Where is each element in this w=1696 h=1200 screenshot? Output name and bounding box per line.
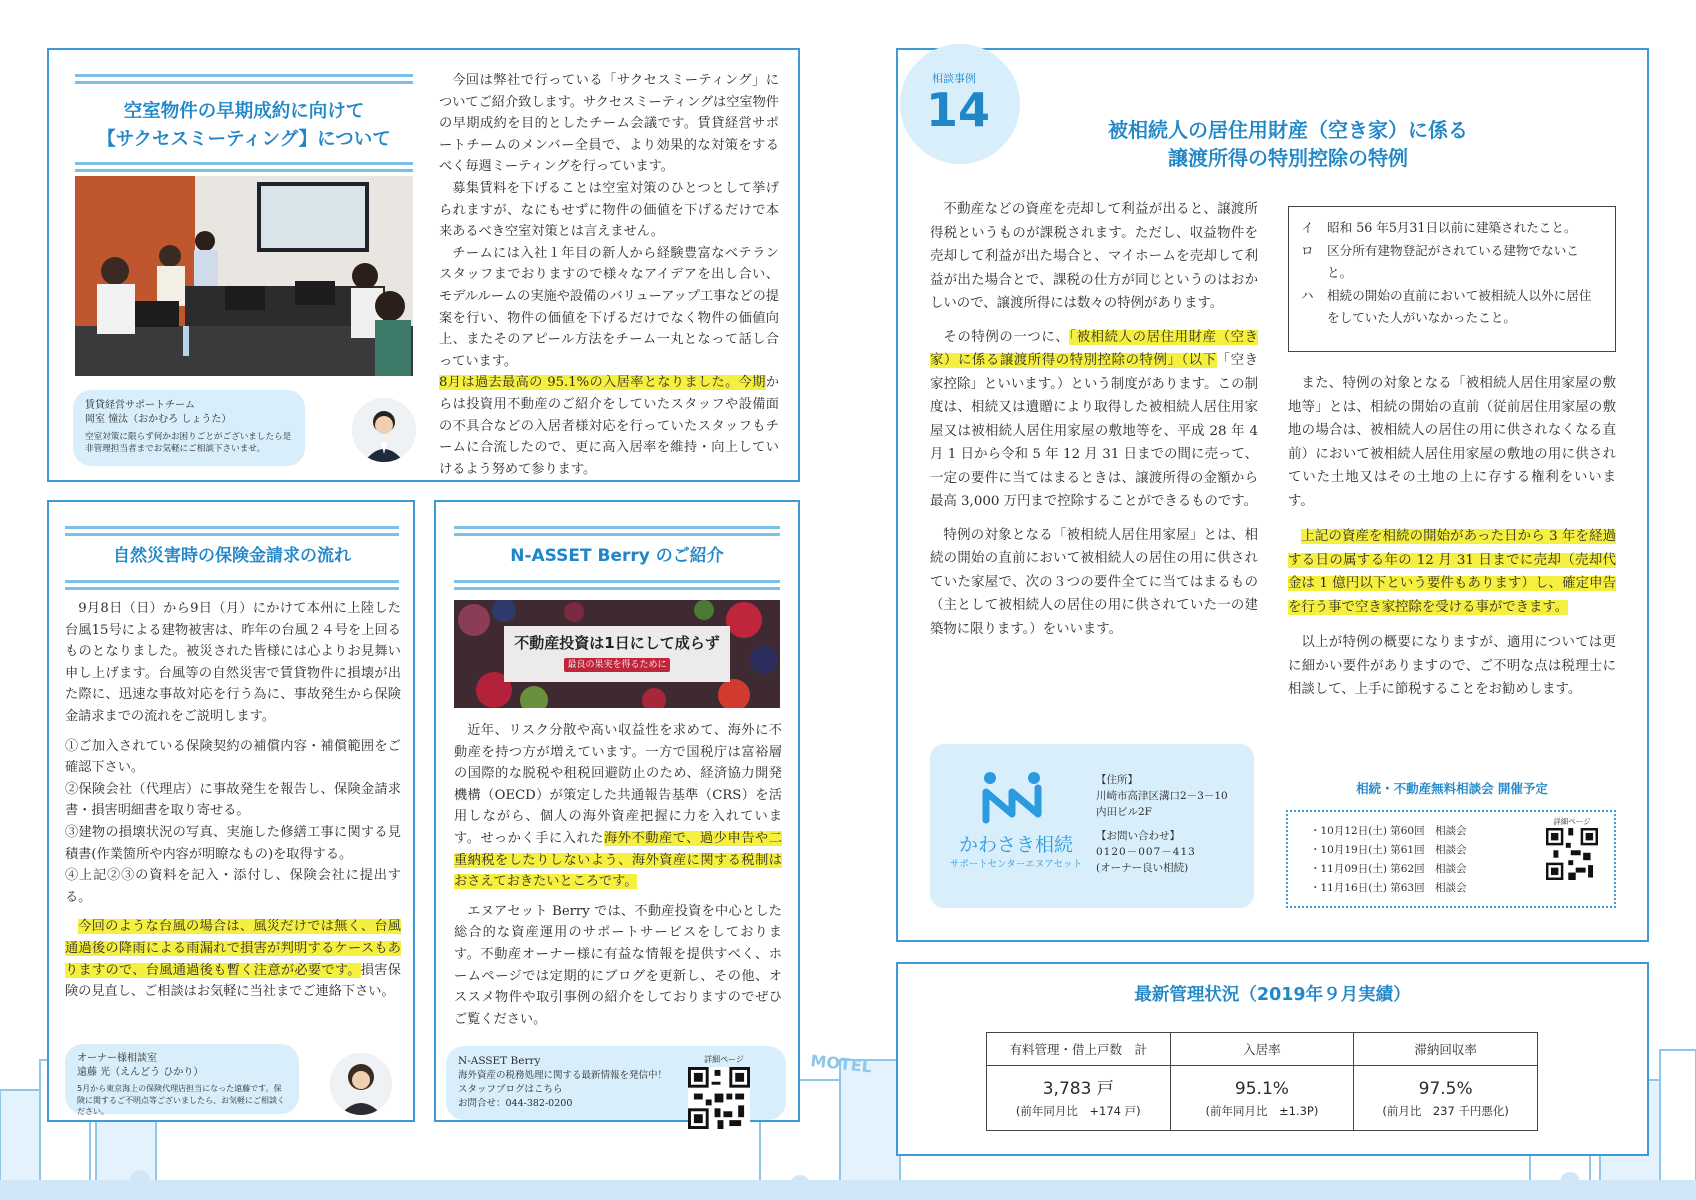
address-line-2: 内田ビル2F: [1096, 806, 1152, 818]
requirement-text: 昭和 56 年5月31日以前に建築されたこと。: [1327, 220, 1577, 235]
staff-avatar: [327, 1050, 395, 1118]
kawasaki-contact-card: [930, 744, 1254, 908]
requirement-text: 相続の開始の直前において被相続人以外に居住をしていた人がいなかったこと。: [1327, 287, 1592, 325]
success-title-line1: 空室物件の早期成約に向けて: [123, 101, 365, 122]
consult-left-column: [930, 198, 1258, 641]
title-rule-top: [65, 526, 399, 536]
address-line-1: 川崎市高津区溝口2－3－10: [1096, 790, 1228, 802]
consult-paragraph-4: また、特例の対象となる「被相続人居住用家屋の敷地等」とは、相続の開始の直前（従前居住用家屋の敷地の場合は、被相続人の居住の用に供されなくなる直前）において被相続人居住用家屋の敷地の用に供されていた土地又はその土地の上に存する権利をいいます。: [1288, 376, 1616, 509]
success-staff-profile: [73, 390, 305, 466]
requirement-i: [1301, 217, 1603, 240]
status-value-units: 3,783 戸: [1042, 1079, 1114, 1099]
status-sub-collection: (前月比 237 千円悪化): [1382, 1104, 1509, 1118]
status-sub-units: (前年同月比 +174 戸): [1015, 1104, 1141, 1118]
disaster-tail: 損害保険の見直し、ご相談はお気軽に当社までご連絡下さい。: [65, 962, 401, 1000]
requirement-text: 区分所有建物登記がされている建物でないこと。: [1327, 242, 1579, 280]
disaster-step-3: ③建物の損壊状況の写真、実施した修繕工事に関する見積書(作業箇所や内容が明瞭なもの)を取得する。: [65, 824, 401, 862]
status-cell-collection: [1354, 1066, 1538, 1131]
schedule-item-4: ・11月16日(土) 第63回 相談会: [1310, 882, 1467, 894]
success-paragraph-4: [439, 372, 779, 480]
requirement-key: イ: [1301, 220, 1314, 235]
kawasaki-logo-icon: [978, 770, 1046, 826]
title-rule-bottom: [65, 580, 399, 590]
status-header-collection: 滞納回収率: [1354, 1033, 1538, 1066]
berry-banner: [454, 600, 780, 708]
case-label: 相談事例: [932, 72, 976, 85]
success-paragraph-2: 募集賃料を下げることは空室対策のひとつとして挙げられますが、なにもせずに物件の価値を下げるだけで本来あるべき空室対策とは言えません。: [439, 180, 779, 240]
disaster-title: 自然災害時の保険金請求の流れ: [113, 546, 351, 566]
consult-p2-highlight: 「被相続人の居住用財産（空き家）に係る譲渡所得の特別控除の特例」（以下: [930, 329, 1258, 368]
consult-paragraph-1: 不動産などの資産を売却して利益が出ると、譲渡所得税というものが課税されます。ただし、収益物件を売却して利益が出た場合と、マイホームを売却して利益が出た場合とで、課税の仕方が同じというのはおかしいので、譲渡所得には数々の特例があります。: [930, 202, 1258, 311]
staff-note: 5月から東京海上の保険代理店担当になった遠藤です。保険に関するご不明点等ございましたら、お気軽にご相談ください。: [77, 1084, 285, 1116]
success-paragraph-3: チームには入社１年目の新人から経験豊富なベテランスタッフまでおりますので様々なアイデアを出し合い、モデルルームの実施や設備のバリューアップ工事などの提案を行い、物件の価値を下げるだけでなく物件の価値向上、またそのアピール方法をチーム一丸となって話し合っています。: [439, 245, 779, 369]
berry-card-line-2: スタッフブログはこちら: [458, 1084, 563, 1095]
status-value-row: [987, 1066, 1538, 1131]
disaster-step-4: ④上記②③の資料を記入・添付し、保険会社に提出する。: [65, 868, 401, 905]
staff-dept: オーナー様相談室: [77, 1053, 157, 1064]
disaster-highlight: 今回のような台風の場合は、風災だけでは無く、台風通過後の降雨による雨漏れで損害が判明するケースもありますので、台風通過後も暫く注意が必要です。: [65, 919, 401, 978]
kawasaki-logo-name: かわさき相続: [958, 834, 1073, 856]
disaster-caution: [65, 916, 401, 1002]
berry-highlight: 海外不動産で、過少申告や二重納税をしたりしないよう、海外資産に関する税制はおさえておきたいところです。: [454, 830, 782, 890]
staff-name: 岡室 憧汰（おかむろ しょうた）: [85, 414, 232, 425]
consult-p2-post: 「空き家控除」といいます。）という制度があります。この制度は、相続又は遺贈により取得した被相続人居住用家屋又は被相続人居住用家屋の敷地等を、平成 28 年 4 月 1 日から令和 5 年 12 月 31 日までの間に売って、一定の要件に当てはまるときは、譲渡所得の金額から最高 3,000 万円まで控除することができるものです。: [930, 353, 1258, 509]
schedule-item-2: ・10月19日(土) 第61回 相談会: [1310, 844, 1467, 856]
berry-p1-text: 近年、リスク分散や高い収益性を求めて、海外に不動産を持つ方が増えています。一方で国税庁は富裕層の国際的な脱税や租税回避防止のため、経済協力開発機構（OECD）が策定した共通報告基準（CRS）を活用しながら、個人の海外資産把握に力を入れています。せっかく手に入れた: [454, 723, 782, 846]
requirement-key: ハ: [1301, 287, 1314, 303]
title-rule-bottom: [75, 162, 413, 172]
staff-name: 遠藤 光（えんどう ひかり）: [77, 1067, 204, 1078]
success-last-text: からは投資用不動産のご紹介をしていたスタッフや設備面の不具合などの入居者様対応を行っていたスタッフもチームに合流したので、更に高入居率を維持・向上していけるよう努めて参ります。: [439, 375, 779, 477]
status-header-row: [987, 1033, 1538, 1066]
title-rule-top: [454, 526, 780, 536]
consult-p2-pre: その特例の一つに、: [943, 329, 1070, 345]
status-value-occupancy: 95.1%: [1234, 1079, 1289, 1099]
banner-sub-text: 最良の果実を得るために: [564, 658, 670, 672]
schedule-item-3: ・11月09日(土) 第62回 相談会: [1310, 863, 1467, 875]
status-cell-units: [987, 1066, 1171, 1131]
berry-card-line-3: お問合せ：044-382-0200: [458, 1098, 573, 1109]
success-body: [439, 70, 779, 480]
status-table: [986, 1032, 1538, 1131]
berry-body: [454, 720, 782, 1030]
disaster-insurance-section: [47, 500, 415, 1122]
requirement-ro: [1301, 240, 1603, 285]
schedule-title: 相続・不動産無料相談会 開催予定: [1356, 781, 1548, 796]
address-label: 【住所】: [1096, 774, 1138, 786]
consult-right-column: [1288, 372, 1616, 702]
status-title: 最新管理状況（2019年９月実績）: [1134, 985, 1411, 1005]
consult-paragraph-3: 特例の対象となる「被相続人居住用家屋」とは、相続の開始の直前において被相続人の居住の用に供されていた家屋で、次の３つの要件全てに当てはまるもの（主として被相続人の居住の用に供されていた一の建築物に限ります。）をいいます。: [930, 527, 1258, 637]
berry-title: N-ASSET Berry のご紹介: [510, 546, 724, 566]
success-paragraph-1: 今回は弊社で行っている「サクセスミーティング」についてご紹介致します。サクセスミーティングは空室物件の早期成約を目的としたチーム会議です。賃貸経営サポートチームのメンバー全員で、より効果的な対策をするべく毎週ミーティングを行っています。: [439, 73, 779, 175]
berry-qr-code[interactable]: [688, 1067, 750, 1129]
berry-paragraph-2: エヌアセット Berry では、不動産投資を中心とした総合的な資産運用のサポートサービスをしております。不動産オーナー様に有益な情報を提供すべく、ホームページでは定期的にブログを更新し、その他、オススメ物件や取引事例の紹介をしておりますのでぜひご覧ください。: [454, 903, 782, 1027]
success-title-line2: 【サクセスミーティング】について: [97, 129, 391, 150]
consult-title-line1: 被相続人の居住用財産（空き家）に係る: [1108, 118, 1468, 142]
schedule-item-1: ・10月12日(土) 第60回 相談会: [1310, 825, 1467, 837]
requirement-key: ロ: [1301, 242, 1314, 258]
status-cell-occupancy: [1170, 1066, 1354, 1131]
schedule-qr-code[interactable]: [1546, 828, 1598, 880]
staff-note: 空室対策に限らず何かお困りごとがございましたら是非管理担当者までお気軽にご相談下さいませ。: [85, 432, 292, 454]
consult-title-line2: 譲渡所得の特別控除の特例: [1168, 146, 1408, 170]
disaster-body: [65, 598, 401, 1003]
success-meeting-section: [47, 48, 800, 482]
kawasaki-logo-sub: サポートセンターエヌアセット: [949, 859, 1083, 870]
success-title: [61, 98, 427, 154]
berry-qr-label: 詳細ページ: [704, 1055, 744, 1064]
case-number: 14: [926, 83, 991, 137]
berry-paragraph-1: [454, 720, 782, 893]
berry-section: [434, 500, 800, 1122]
consult-paragraph-2: [930, 326, 1258, 514]
berry-card-title: N-ASSET Berry: [458, 1055, 541, 1067]
banner-main-text: 不動産投資は1日にして成らず: [514, 634, 720, 652]
disaster-intro: 9月8日（日）から9日（月）にかけて本州に上陸した台風15号による建物被害は、昨年の台風２４号を上回るものとなりました。被災された皆様には心よりお見舞い申し上げます。台風等の自然災害で賃貸物件に損壊が出た際に、迅速な事故対応を行う為に、事故発生から保険金請求までの流れをご説明します。: [65, 601, 401, 724]
requirements-box: [1288, 206, 1616, 352]
status-value-collection: 97.5%: [1418, 1079, 1473, 1099]
success-highlight: 8月は過去最高の 95.1%の入居率となりました。今期: [439, 375, 766, 391]
disaster-staff-profile: [65, 1044, 299, 1114]
staff-dept: 賃貸経営サポートチーム: [85, 400, 195, 411]
contact-phone[interactable]: 0120－007－413: [1096, 846, 1196, 858]
title-rule-bottom: [454, 580, 780, 590]
consult-p5-highlight: 上記の資産を相続の開始があった日から 3 年を経過する日の属する年の 12 月 31 日までに売却（売却代金は 1 億円以下という要件もあります）し、確定申告を行う事で空き家控除を受ける事ができます。: [1288, 529, 1616, 615]
disaster-step-2: ②保険会社（代理店）に事故発生を報告し、保険金請求書・損害明細書を取り寄せる。: [65, 781, 401, 819]
consult-title: [1008, 116, 1568, 172]
status-header-units: 有料管理・借上戸数 計: [987, 1033, 1171, 1066]
disaster-step-1: ①ご加入されている保険契約の補償内容・補償範囲をご確認下さい。: [65, 738, 401, 776]
berry-card-line-1: 海外資産の税務処理に関する最新情報を発信中！: [458, 1070, 668, 1081]
requirement-ha: [1301, 285, 1603, 330]
meeting-photo: [75, 176, 413, 376]
status-header-occupancy: 入居率: [1170, 1033, 1354, 1066]
consult-case-section: [896, 48, 1649, 942]
schedule-box: [1286, 810, 1616, 908]
consult-paragraph-6: 以上が特例の概要になりますが、適用については更に細かい要件がありますので、ご不明な点は税理士に相談して、上手に節税することをお勧めします。: [1288, 635, 1616, 697]
management-status-section: [896, 962, 1649, 1156]
consult-paragraph-5: [1288, 525, 1616, 619]
contact-label: 【お問い合わせ】: [1096, 830, 1180, 842]
motel-sign: MOTEL: [809, 1051, 873, 1077]
title-rule-top: [75, 74, 413, 84]
status-sub-occupancy: (前年同月比 ±1.3P): [1205, 1104, 1319, 1118]
schedule-qr-label: 詳細ページ: [1553, 817, 1591, 826]
contact-note: (オーナー良い相続): [1096, 862, 1189, 874]
staff-avatar: [349, 395, 419, 465]
